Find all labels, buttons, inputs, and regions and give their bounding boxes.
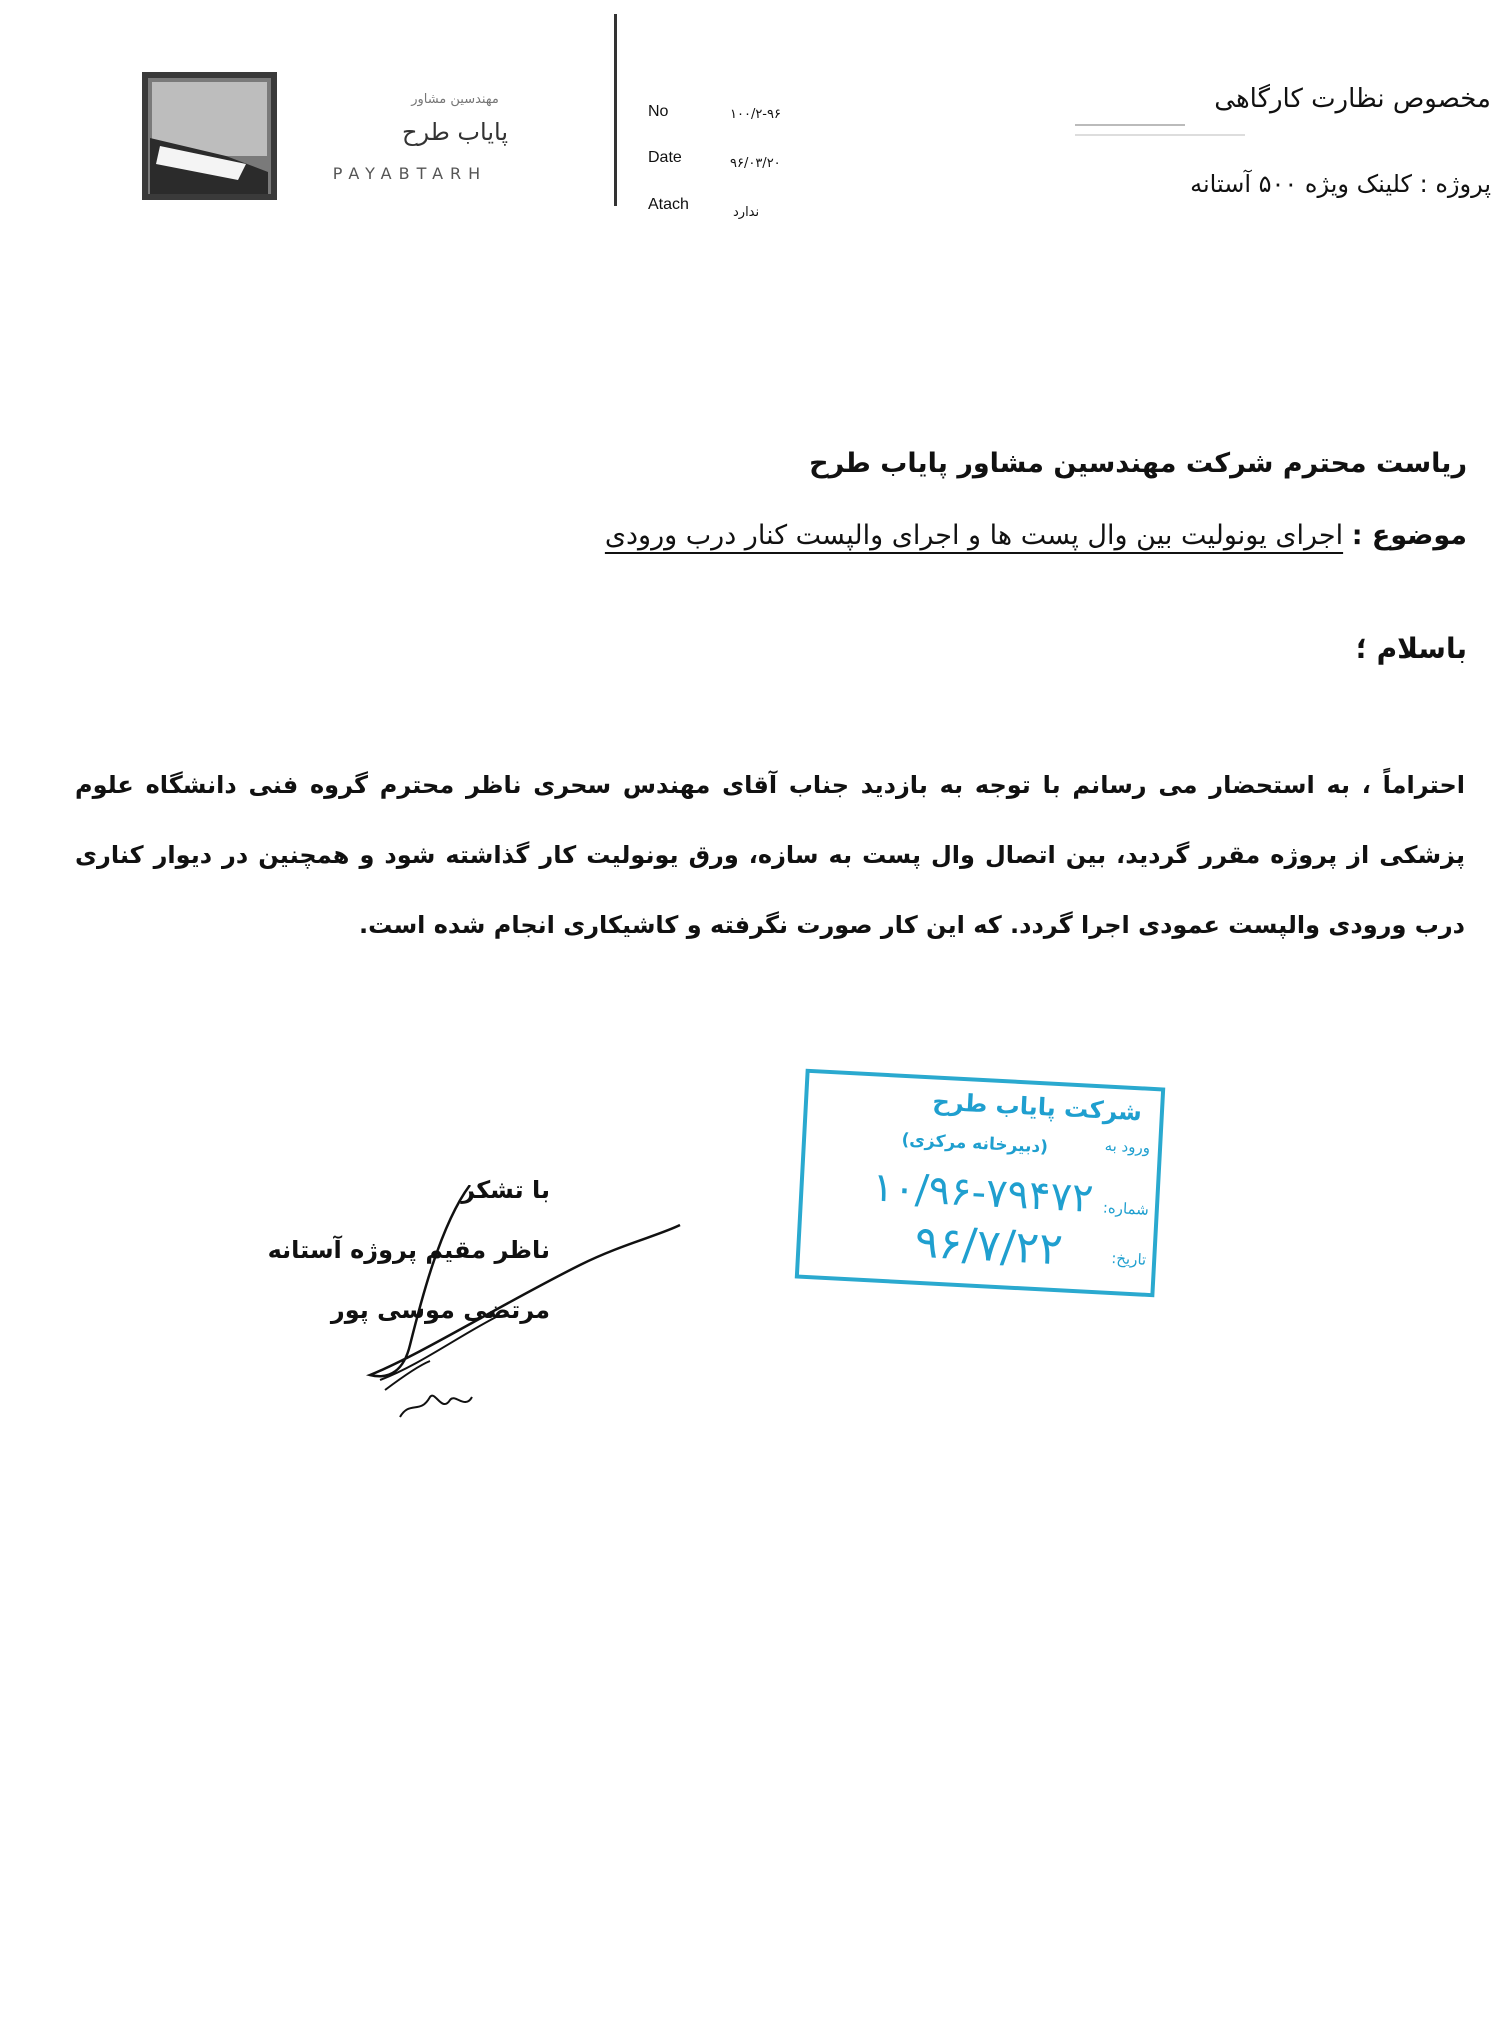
- stamp-date-label: تاریخ:: [1110, 1248, 1147, 1269]
- subject-row: [605, 520, 1467, 551]
- signer-role: ناظر مقیم پروژه آستانه: [267, 1236, 550, 1264]
- subject-text: اجرای یونولیت بین وال پست ها و اجرای والپست کنار درب ورودی: [604, 520, 1344, 551]
- project-name: پروژه : کلینک ویژه ۵۰۰ آستانه: [1190, 170, 1491, 198]
- logo-name-en: PAYABTARH: [332, 164, 488, 183]
- addressee: ریاست محترم شرکت مهندسین مشاور پایاب طرح: [809, 448, 1467, 479]
- attach-value: ندارد: [733, 205, 760, 220]
- payabtarh-logo: [142, 72, 277, 200]
- subject-label: موضوع :: [1351, 520, 1467, 551]
- registration-stamp: [795, 1069, 1165, 1298]
- stamp-date: ۹۶/۷/۲۲: [913, 1216, 1064, 1276]
- no-value: ۱۰۰/۲-۹۶: [730, 107, 781, 122]
- attach-label: Atach: [648, 196, 689, 213]
- stamp-number-label: شماره:: [1102, 1198, 1150, 1219]
- logo-subtitle: مهندسین مشاور: [411, 92, 499, 107]
- letter-body: احتراماً ، به استحضار می رسانم با توجه به بازدید جناب آقای مهندس سحری ناظر محترم گروه فنی دانشگاه علوم پزشکی از پروژه مقرر گردید، بین اتصال وال پست به سازه، ورق یونولیت کار گذاشته شود و همچنین در دیوار کناری درب ورودی والپست عمودی اجرا گردد. که این کار صورت نگرفته و کاشیکاری انجام شده است.: [75, 771, 1465, 939]
- stamp-number: ۱۰/۹۶-۷۹۴۷۲: [871, 1164, 1095, 1222]
- closing-thanks: با تشکر: [461, 1176, 550, 1204]
- stamp-office: (دبیرخانه مرکزی): [901, 1129, 1049, 1158]
- header-faint-line: [1075, 124, 1185, 126]
- date-value: ۹۶/۰۳/۲۰: [730, 156, 781, 171]
- date-label: Date: [648, 149, 682, 166]
- stamp-company: شرکت پایاب طرح: [931, 1087, 1143, 1127]
- greeting: باسلام ؛: [1355, 632, 1467, 665]
- no-label: No: [648, 103, 669, 120]
- header-divider: [614, 14, 617, 206]
- header-title: مخصوص نظارت کارگاهی: [1214, 84, 1491, 114]
- handwritten-signature: [360, 1185, 690, 1425]
- stamp-prefix: ورود به: [1104, 1136, 1151, 1157]
- header-faint-line: [1075, 134, 1245, 136]
- signer-name: مرتضی موسی پور: [330, 1296, 550, 1324]
- logo-name-fa: پایاب طرح: [401, 118, 509, 146]
